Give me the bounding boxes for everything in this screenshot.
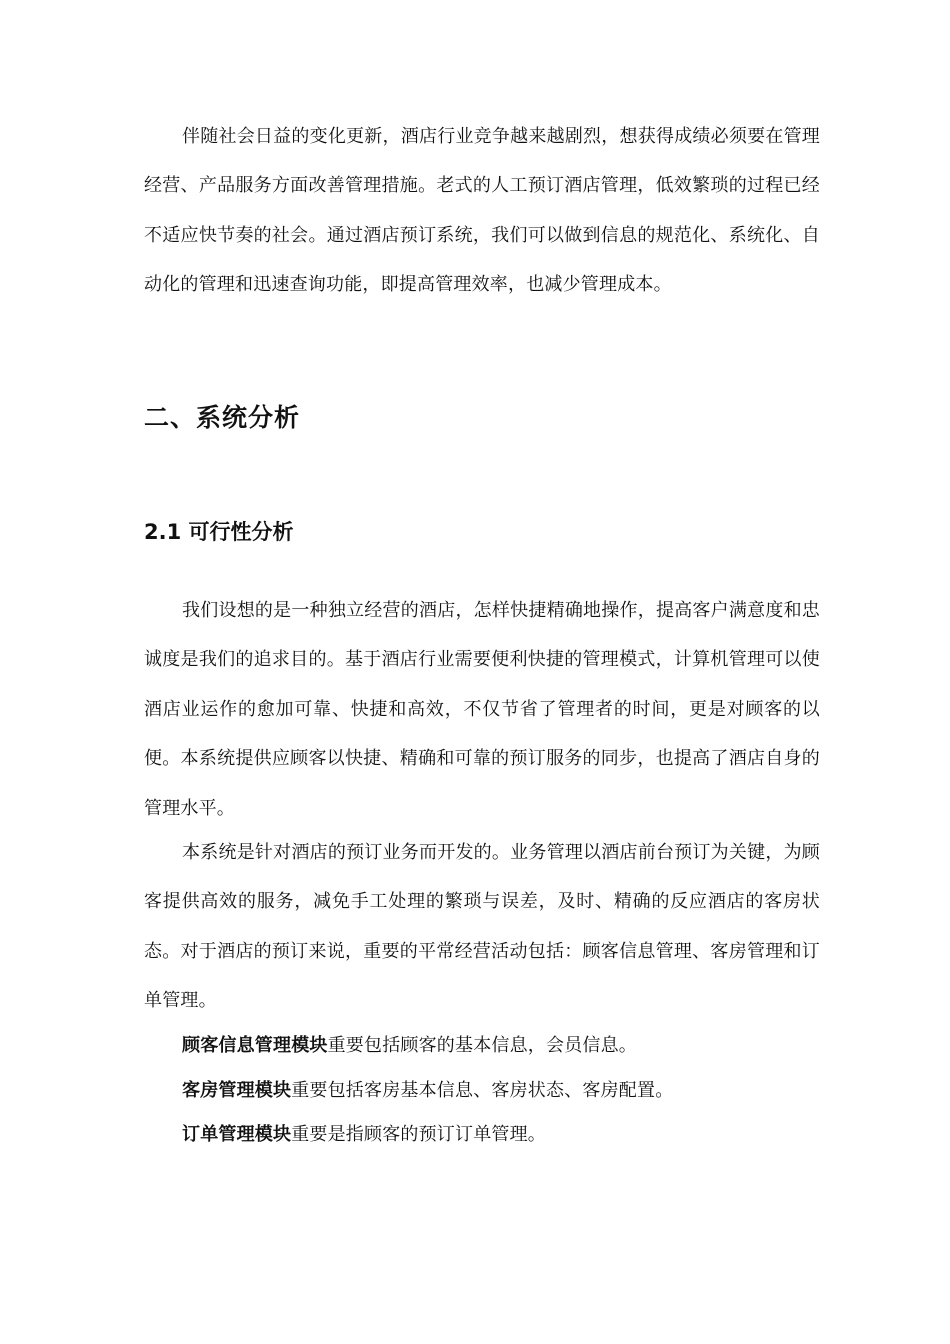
feasibility-paragraph-1: 我们设想的是一种独立经营的酒店，怎样快捷精确地操作，提高客户满意度和忠诚度是我们的追求目的。基于酒店行业需要便利快捷的管理模式，计算机管理可以使酒店业运作的愈加可靠、快捷和高效，不仅节省了管理者的时间，更是对顾客的以便。本系统提供应顾客以快捷、精确和可靠的预订服务的同步，也提高了酒店自身的管理水平。	[144, 600, 820, 819]
section-heading: 二、系统分析	[144, 403, 301, 432]
module-name: 顾客信息管理模块	[182, 1035, 328, 1056]
module-item-order	[182, 1120, 822, 1150]
module-description: 重要包括客房基本信息、客房状态、客房配置。	[291, 1080, 674, 1101]
module-item-customer	[182, 1031, 822, 1061]
subsection-heading: 2.1 可行性分析	[144, 520, 294, 544]
module-name: 订单管理模块	[182, 1124, 292, 1145]
module-name: 客房管理模块	[182, 1080, 292, 1101]
module-description: 重要包括顾客的基本信息，会员信息。	[327, 1035, 638, 1056]
module-description: 重要是指顾客的预订订单管理。	[291, 1124, 547, 1145]
feasibility-paragraph-2: 本系统是针对酒店的预订业务而开发的。业务管理以酒店前台预订为关键，为顾客提供高效的服务，减免手工处理的繁琐与误差，及时、精确的反应酒店的客房状态。对于酒店的预订来说，重要的平常经营活动包括：顾客信息管理、客房管理和订单管理。	[144, 842, 820, 1012]
intro-paragraph: 伴随社会日益的变化更新，酒店行业竞争越来越剧烈，想获得成绩必须要在管理经营、产品服务方面改善管理措施。老式的人工预订酒店管理，低效繁琐的过程已经不适应快节奏的社会。通过酒店预订系统，我们可以做到信息的规范化、系统化、自动化的管理和迅速查询功能，即提高管理效率，也减少管理成本。	[144, 126, 820, 296]
module-item-room	[182, 1076, 822, 1106]
